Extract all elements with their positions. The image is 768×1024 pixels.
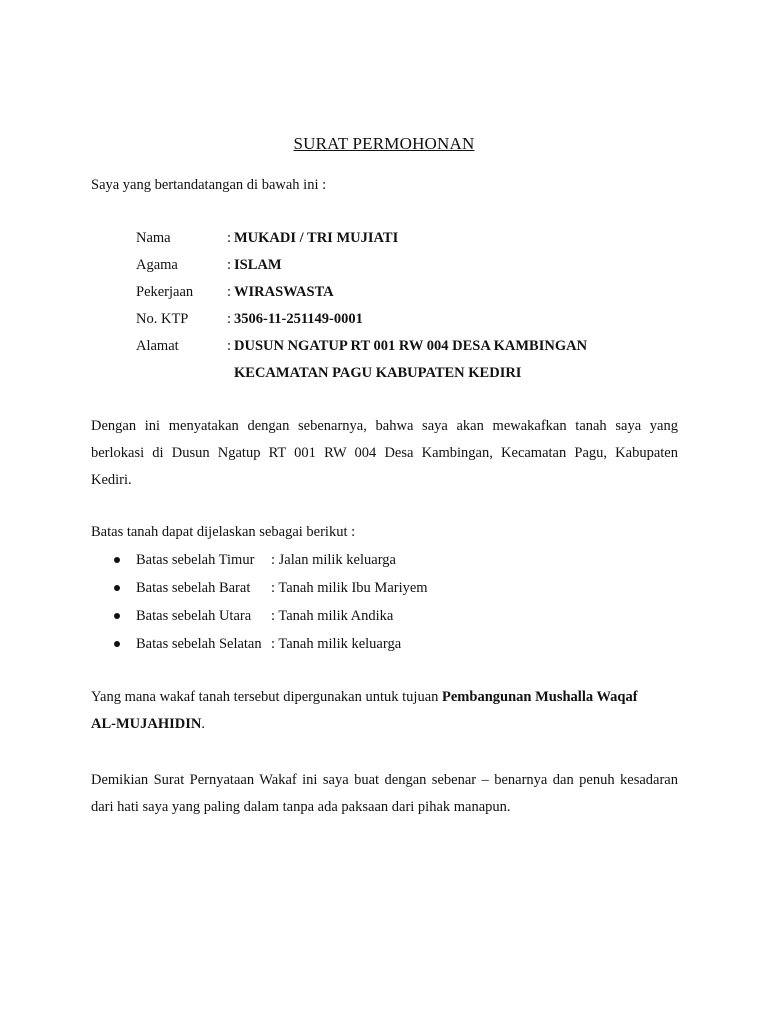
intro-text: Saya yang bertandatangan di bawah ini :	[91, 177, 327, 193]
boundary-desc-barat: : Tanah milik Ibu Mariyem	[271, 580, 428, 596]
field-label-ktp: No. KTP	[136, 311, 189, 327]
bullet-icon	[114, 557, 120, 563]
field-value-pekerjaan: WIRASWASTA	[234, 284, 334, 300]
boundary-desc-utara: : Tanah milik Andika	[271, 608, 394, 624]
purpose-line-1	[91, 689, 638, 706]
document-title: SURAT PERMOHONAN	[293, 134, 475, 153]
field-colon: :	[227, 257, 232, 273]
statement-line-1: Dengan ini menyatakan dengan sebenarnya, bahwa saya akan mewakafkan tanah saya yang	[91, 418, 678, 434]
purpose-line-2	[91, 716, 205, 733]
field-label-alamat: Alamat	[136, 338, 179, 354]
purpose-prefix: Yang mana wakaf tanah tersebut dipergunakan untuk tujuan	[91, 689, 443, 705]
boundary-side-timur: Batas sebelah Timur	[136, 552, 255, 568]
boundary-side-utara: Batas sebelah Utara	[136, 608, 252, 624]
purpose-bold-1: Pembangunan Mushalla Waqaf	[442, 689, 638, 705]
bullet-icon	[114, 613, 120, 619]
field-label-agama: Agama	[136, 257, 178, 273]
field-label-nama: Nama	[136, 230, 171, 246]
boundary-intro: Batas tanah dapat dijelaskan sebagai berikut :	[91, 524, 356, 540]
closing-paragraph	[91, 767, 678, 821]
closing-line-1: Demikian Surat Pernyataan Wakaf ini saya buat dengan sebenar – benarnya dan penuh kesadaran	[91, 772, 678, 788]
field-value-alamat-line2: KECAMATAN PAGU KABUPATEN KEDIRI	[234, 365, 522, 381]
field-value-agama: ISLAM	[234, 257, 282, 273]
bullet-icon	[114, 585, 120, 591]
boundary-side-barat: Batas sebelah Barat	[136, 580, 251, 596]
field-colon: :	[227, 338, 232, 354]
field-colon: :	[227, 284, 232, 300]
field-value-ktp: 3506-11-251149-0001	[234, 311, 363, 327]
purpose-bold-2: AL-MUJAHIDIN	[91, 716, 202, 732]
statement-paragraph	[91, 413, 678, 494]
boundary-desc-timur: : Jalan milik keluarga	[271, 552, 396, 568]
purpose-suffix: .	[201, 716, 205, 732]
field-value-alamat: DUSUN NGATUP RT 001 RW 004 DESA KAMBINGAN	[234, 338, 588, 354]
boundary-desc-selatan: : Tanah milik keluarga	[271, 636, 402, 652]
field-value-nama: MUKADI / TRI MUJIATI	[234, 230, 399, 246]
statement-line-2: berlokasi di Dusun Ngatup RT 001 RW 004 Desa Kambingan, Kecamatan Pagu, Kabupaten	[91, 445, 678, 461]
field-colon: :	[227, 311, 232, 327]
bullet-icon	[114, 641, 120, 647]
field-colon: :	[227, 230, 232, 246]
statement-line-3: Kediri.	[91, 472, 132, 488]
closing-line-2: dari hati saya yang paling dalam tanpa ada paksaan dari pihak manapun.	[91, 799, 511, 815]
boundary-side-selatan: Batas sebelah Selatan	[136, 636, 262, 652]
field-label-pekerjaan: Pekerjaan	[136, 284, 194, 300]
